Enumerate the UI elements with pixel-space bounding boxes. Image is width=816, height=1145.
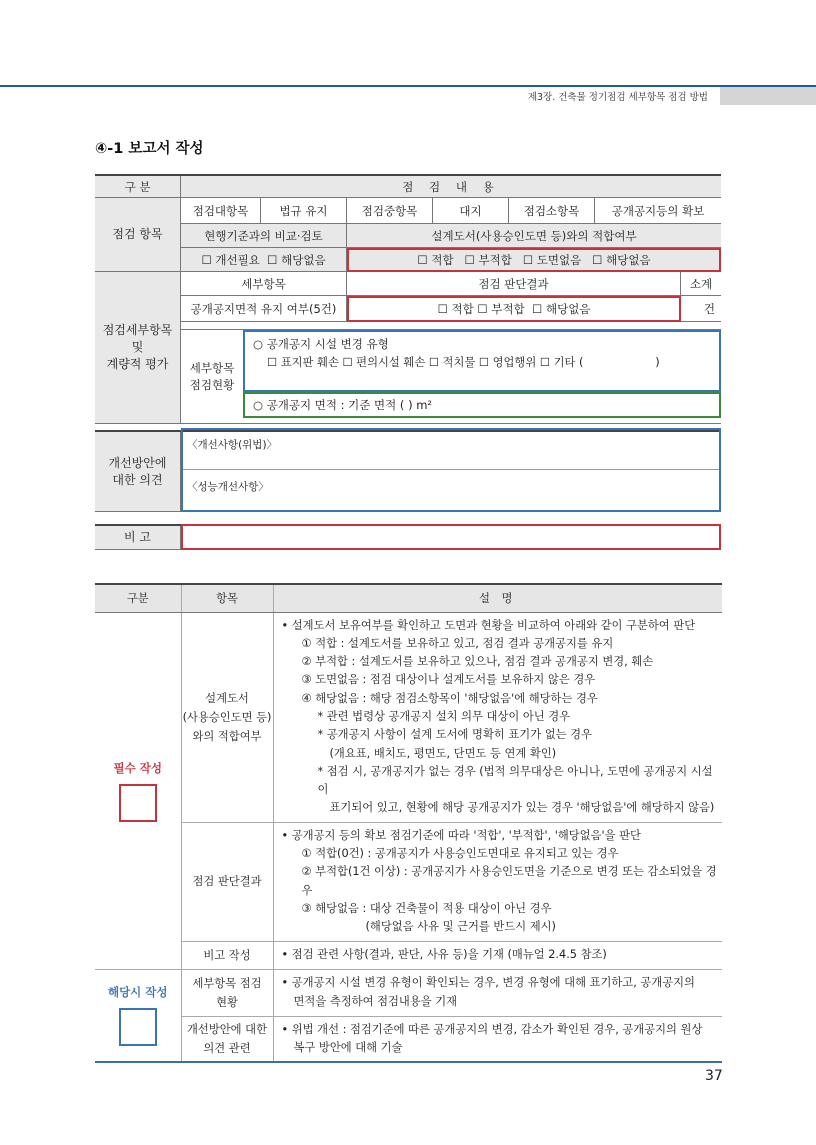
major-label: 점검대항목: [181, 198, 261, 224]
detail-evaluation-label: 점검세부항목 및 계량적 평가: [95, 272, 181, 424]
minor-label: 점검소항목: [509, 198, 595, 224]
desc-line: * 점검 시, 공개공지가 없는 경우 (법적 의무대상은 아니나, 도면에 공개공지 시설이: [317, 764, 713, 797]
desc-line: ② 부적합(1건 이상) : 공개공지가 사용승인도면을 기준으로 변경 또는 감소되었을 경우: [301, 865, 717, 897]
judgment-header: 점검 판단결과: [347, 272, 681, 296]
minor-value: 공개공지등의 확보: [595, 198, 721, 224]
desc-line: • 위법 개선 : 점검기준에 따른 공개공지의 변경, 감소가 확인된 경우, 공개공지의 원상: [281, 1022, 703, 1036]
detail-item: 공개공지면적 유지 여부(5건): [181, 296, 347, 322]
desc-line: ③ 해당없음 : 대상 건축물이 적용 대상이 아닌 경우: [301, 901, 552, 915]
opinion-box[interactable]: [181, 428, 721, 512]
desc-line: 면적을 측정하여 점검내용을 기재: [293, 994, 458, 1008]
desc-line: ③ 도면없음 : 점검 대상이나 설계도서를 보유하지 않은 경우: [301, 673, 596, 687]
status-label: 세부항목 점검현황: [181, 330, 243, 424]
section-title: ④-1 보고서 작성: [95, 141, 204, 157]
detail-item-header: 세부항목: [181, 272, 347, 296]
optional-group: [95, 969, 181, 1062]
row-item: 비고 작성: [181, 941, 273, 969]
row-description: [273, 612, 722, 822]
desc-line: ④ 해당없음 : 해당 점검소항목이 '해당없음'에 해당하는 경우: [301, 691, 598, 705]
desc-line: • 점검 관련 사항(결과, 판단, 사유 등)을 기재 (매뉴얼 2.4.5 참조): [281, 947, 607, 961]
row-item: 세부항목 점검 현황: [181, 969, 273, 1016]
optional-marker: [119, 1008, 157, 1046]
col-gubun: 구 분: [95, 176, 181, 198]
optional-label: 해당시 작성: [107, 985, 168, 1000]
change-type-options[interactable]: ☐ 표지판 훼손 ☐ 편의시설 훼손 ☐ 적치물 ☐ 영업행위 ☐ 기타 ( ): [267, 356, 660, 369]
desc-line: • 공개공지 시설 변경 유형이 확인되는 경우, 변경 유형에 대해 표기하고, 공개공지의: [281, 976, 695, 990]
change-type-box[interactable]: [243, 330, 721, 392]
desc-line: ① 적합(0건) : 공개공지가 사용승인도면대로 유지되고 있는 경우: [301, 847, 619, 861]
desc-line: (해당없음 사유 및 근거를 반드시 제시): [365, 920, 556, 934]
desc-line: • 공개공지 등의 확보 점검기준에 따라 '적합', '부적합', '해당없음'을 판단: [281, 828, 641, 842]
compare-label: 현행기준과의 비교·검토: [181, 224, 347, 248]
header-item: 항목: [181, 584, 273, 612]
area-box[interactable]: ○ 공개공지 면적 : 기준 면적 ( ) m²: [243, 392, 721, 418]
middle-value: 대지: [433, 198, 509, 224]
col-content: 점 검 내 용: [181, 176, 721, 198]
desc-line: * 관련 법령상 공개공지 설치 의무 대상이 아닌 경우: [317, 709, 571, 723]
chapter-header: [528, 87, 816, 105]
design-options[interactable]: ☐ 적합 ☐ 부적합 ☐ 도면없음 ☐ 해당없음: [347, 248, 721, 272]
desc-line: • 설계도서 보유여부를 확인하고 도면과 현황을 비교하여 아래와 같이 구분하여 판단: [281, 618, 696, 632]
required-label: 필수 작성: [113, 760, 162, 775]
row-item: 점검 판단결과: [181, 822, 273, 941]
header-gubun: 구분: [95, 584, 181, 612]
row-description: [273, 941, 722, 969]
major-value: 법규 유지: [261, 198, 347, 224]
opinion-label: 개선방안에 대한 의견: [95, 432, 181, 512]
row-item: 설계도서 (사용승인도면 등) 와의 적합여부: [181, 612, 273, 822]
row-item: 개선방안에 대한 의견 관련: [181, 1016, 273, 1062]
header-description: 설 명: [273, 584, 722, 612]
desc-line: * 공개공지 사항이 설계 도서에 명확히 표기가 없는 경우: [317, 728, 592, 742]
design-label: 설계도서(사용승인도면 등)와의 적합여부: [347, 224, 721, 248]
judgment-options[interactable]: ☐ 적합 ☐ 부적합 ☐ 해당없음: [347, 296, 681, 322]
row-description: [273, 969, 722, 1016]
page-number: 37: [705, 1068, 723, 1084]
subtotal-unit: 건: [681, 296, 721, 322]
required-group: [95, 612, 181, 969]
row-description: [273, 822, 722, 941]
inspection-item-label: 점검 항목: [95, 198, 181, 272]
desc-line: 표기되어 있고, 현황에 해당 공개공지가 있는 경우 '해당없음'에 해당하지 않음): [329, 801, 715, 815]
middle-label: 점검중항목: [347, 198, 433, 224]
remarks-box[interactable]: [181, 524, 721, 550]
opinion-performance: 〈성능개선사항〉: [187, 481, 269, 493]
desc-line: 복구 방안에 대해 기술: [293, 1040, 403, 1054]
desc-line: ① 적합 : 설계도서를 보유하고 있고, 점검 결과 공개공지를 유지: [301, 636, 614, 650]
opinion-violation: 〈개선사항(위법)〉: [187, 439, 278, 451]
remarks-label: 비 고: [95, 526, 181, 550]
explanation-table: [95, 583, 722, 1063]
chapter-tab: [720, 87, 816, 105]
required-marker: [119, 784, 157, 822]
chapter-title: 제3장. 건축물 정기점검 세부항목 점검 방법: [527, 92, 708, 103]
compare-options[interactable]: ☐ 개선필요 ☐ 해당없음: [181, 248, 347, 272]
row-description: [273, 1016, 722, 1062]
subtotal-header: 소계: [681, 272, 721, 296]
desc-line: (개요표, 배치도, 평면도, 단면도 등 연계 확인): [329, 746, 557, 760]
desc-line: ② 부적합 : 설계도서를 보유하고 있으나, 점검 결과 공개공지 변경, 훼손: [301, 655, 654, 669]
change-type-title: ○ 공개공지 시설 변경 유형: [253, 337, 389, 351]
